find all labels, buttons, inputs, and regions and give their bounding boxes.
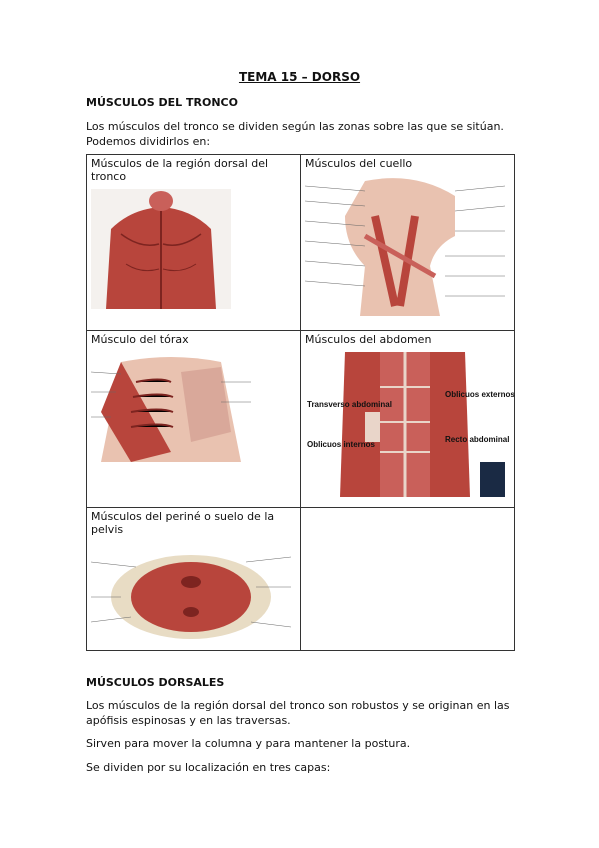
label-oblicuos-internos: Oblicuos internos (307, 440, 376, 449)
caption-cuello: Músculos del cuello (305, 157, 413, 170)
cell-dorsal (87, 155, 301, 331)
cell-cuello (301, 155, 515, 331)
cell-perine (87, 508, 301, 651)
cell-torax (87, 331, 301, 508)
cell-empty (301, 508, 515, 651)
caption-dorsal: Músculos de la región dorsal del tronco (91, 157, 269, 183)
thorax-muscles-illustration (91, 352, 251, 462)
label-transverso: Transverso abdominal (307, 400, 392, 409)
caption-abdomen: Músculos del abdomen (305, 333, 432, 346)
section-heading-tronco: MÚSCULOS DEL TRONCO (86, 96, 238, 109)
back-muscles-illustration (91, 189, 231, 309)
muscle-table (86, 154, 515, 651)
pelvic-floor-illustration (91, 542, 291, 642)
cell-abdomen (301, 331, 515, 508)
caption-perine: Músculos del periné o suelo de la pelvis (91, 510, 275, 536)
abdomen-muscles-illustration (305, 352, 515, 497)
section-heading-dorsales: MÚSCULOS DORSALES (86, 676, 225, 689)
neck-muscles-illustration (305, 176, 505, 316)
dorsales-paragraph-2: Sirven para mover la columna y para mantener la postura. (86, 737, 411, 750)
label-recto: Recto abdominal (445, 435, 510, 444)
page-title: TEMA 15 – DORSO (238, 70, 361, 84)
intro-paragraph: Los músculos del tronco se dividen según las zonas sobre las que se sitúan. Podemos dividirlos en: (86, 120, 504, 148)
caption-torax: Músculo del tórax (91, 333, 189, 346)
label-oblicuos-externos: Oblicuos externos (445, 390, 515, 399)
dorsales-paragraph-1: Los músculos de la región dorsal del tronco son robustos y se originan en las apófisis espinosas y en las traversas. (86, 699, 510, 727)
dorsales-paragraph-3: Se dividen por su localización en tres capas: (86, 761, 331, 774)
